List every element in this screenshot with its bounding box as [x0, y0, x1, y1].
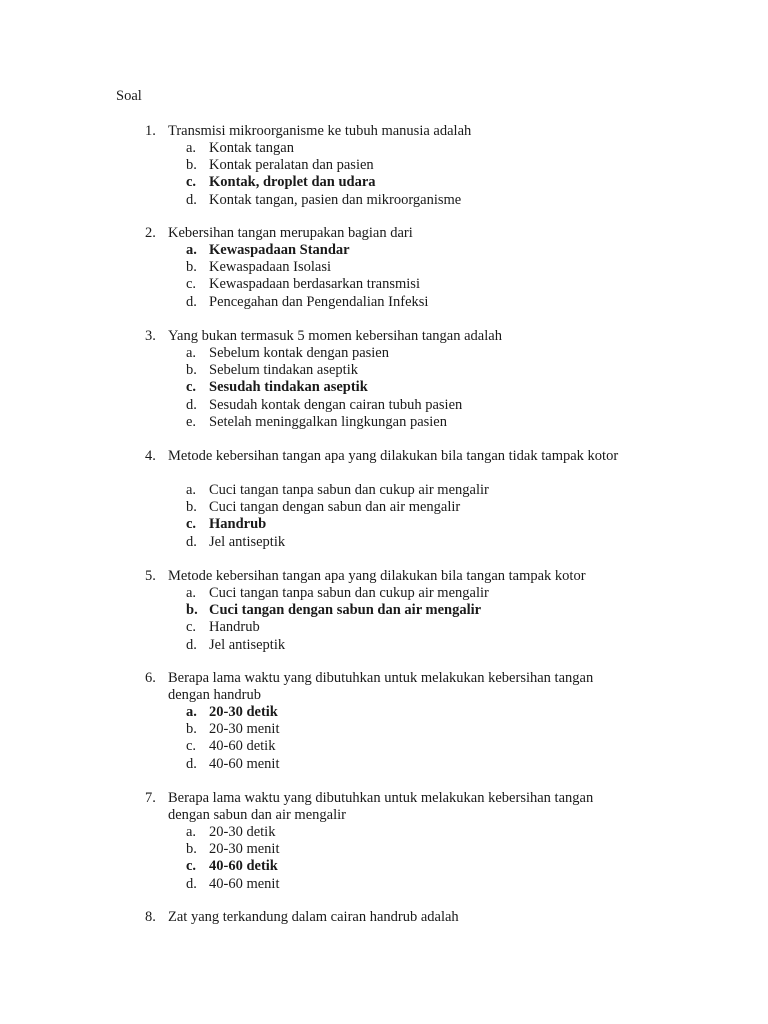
option-text: Pencegahan dan Pengendalian Infeksi: [209, 293, 429, 310]
option-letter: a.: [186, 140, 197, 156]
option-text: Cuci tangan dengan sabun dan air mengalir: [209, 602, 482, 619]
option-letter: d.: [186, 755, 197, 772]
option-letter: a.: [186, 482, 197, 498]
option-letter: d.: [186, 396, 197, 413]
option-letter: b.: [186, 362, 197, 379]
option-b: [0, 841, 768, 858]
option-letter: a.: [186, 242, 197, 258]
question-number: 2.: [145, 225, 156, 241]
option-text: Kontak tangan, pasien dan mikroorganisme: [209, 191, 462, 208]
document-title: Soal: [116, 88, 142, 104]
option-c: [0, 738, 768, 755]
question-text: Metode kebersihan tangan apa yang dilakukan bila tangan tampak kotor: [168, 568, 586, 584]
question-text: Kebersihan tangan merupakan bagian dari: [168, 225, 413, 241]
question-number: 1.: [145, 123, 156, 139]
question-text: Berapa lama waktu yang dibutuhkan untuk melakukan kebersihan tangan dengan sabun dan air mengalir: [168, 790, 594, 823]
option-c-correct: [0, 379, 768, 396]
option-letter: c.: [186, 738, 197, 755]
option-a-correct: [0, 704, 768, 721]
option-a: [0, 585, 768, 602]
question-number: 5.: [145, 568, 156, 584]
option-c: [0, 276, 768, 293]
option-text: Cuci tangan tanpa sabun dan cukup air mengalir: [209, 482, 489, 498]
option-a-correct: [0, 242, 768, 259]
option-d: [0, 534, 768, 551]
option-letter: d.: [186, 875, 197, 892]
option-letter: c.: [186, 379, 197, 396]
option-list: [0, 704, 768, 773]
option-letter: a.: [186, 585, 197, 601]
option-text: Kontak tangan: [209, 140, 294, 156]
option-text: Cuci tangan tanpa sabun dan cukup air mengalir: [209, 585, 489, 601]
option-text: Setelah meninggalkan lingkungan pasien: [209, 413, 447, 430]
option-letter: b.: [186, 259, 197, 276]
option-list: [0, 482, 768, 551]
option-text: Sebelum tindakan aseptik: [209, 362, 358, 379]
option-c-correct: [0, 174, 768, 191]
question-text: Berapa lama waktu yang dibutuhkan untuk melakukan kebersihan tangan dengan handrub: [168, 670, 594, 703]
option-letter: c.: [186, 174, 197, 191]
option-text: Kewaspadaan Standar: [209, 242, 350, 258]
option-text: Handrub: [209, 516, 267, 533]
question-number: 7.: [145, 790, 156, 806]
option-text: Sebelum kontak dengan pasien: [209, 345, 389, 361]
option-d: [0, 637, 768, 654]
option-a: [0, 345, 768, 362]
option-list: [0, 140, 768, 209]
option-c: [0, 619, 768, 636]
option-letter: d.: [186, 533, 197, 550]
question-number: 8.: [145, 909, 156, 925]
option-list: [0, 345, 768, 431]
option-text: 40-60 menit: [209, 875, 280, 892]
option-b: [0, 499, 768, 516]
option-letter: c.: [186, 276, 197, 293]
option-letter: e.: [186, 413, 197, 430]
option-list: [0, 824, 768, 893]
option-text: Jel antiseptik: [209, 636, 286, 653]
option-d: [0, 192, 768, 209]
option-e: [0, 414, 768, 431]
option-letter: c.: [186, 516, 197, 533]
option-b: [0, 259, 768, 276]
option-text: Sesudah tindakan aseptik: [209, 379, 368, 396]
option-b: [0, 157, 768, 174]
option-letter: b.: [186, 157, 197, 174]
option-letter: b.: [186, 721, 197, 738]
option-d: [0, 876, 768, 893]
option-c-correct: [0, 858, 768, 875]
option-text: 40-60 detik: [209, 858, 278, 875]
option-a: [0, 824, 768, 841]
option-c-correct: [0, 516, 768, 533]
option-text: 20-30 detik: [209, 824, 276, 840]
option-letter: d.: [186, 293, 197, 310]
option-text: Kontak, droplet dan udara: [209, 174, 376, 191]
option-text: 20-30 menit: [209, 841, 280, 858]
option-letter: a.: [186, 704, 197, 720]
option-d: [0, 294, 768, 311]
question-text: Transmisi mikroorganisme ke tubuh manusia adalah: [168, 123, 472, 139]
option-letter: a.: [186, 824, 197, 840]
option-letter: a.: [186, 345, 197, 361]
option-text: 20-30 menit: [209, 721, 280, 738]
option-letter: b.: [186, 602, 198, 619]
option-letter: d.: [186, 636, 197, 653]
option-list: [0, 585, 768, 654]
option-text: Kewaspadaan Isolasi: [209, 259, 331, 276]
question-number: 4.: [145, 448, 156, 464]
question-text: Yang bukan termasuk 5 momen kebersihan tangan adalah: [168, 328, 502, 344]
option-text: 20-30 detik: [209, 704, 278, 720]
option-b-correct: [0, 602, 768, 619]
question-text: Zat yang terkandung dalam cairan handrub adalah: [168, 909, 459, 925]
option-text: Cuci tangan dengan sabun dan air mengalir: [209, 499, 461, 516]
option-text: 40-60 detik: [209, 738, 276, 755]
option-text: Kewaspadaan berdasarkan transmisi: [209, 276, 420, 293]
option-letter: d.: [186, 191, 197, 208]
option-b: [0, 362, 768, 379]
option-text: Sesudah kontak dengan cairan tubuh pasien: [209, 396, 463, 413]
option-text: Kontak peralatan dan pasien: [209, 157, 374, 174]
question-number: 6.: [145, 670, 156, 686]
option-a: [0, 482, 768, 499]
option-letter: c.: [186, 619, 197, 636]
option-b: [0, 721, 768, 738]
option-letter: c.: [186, 858, 197, 875]
option-text: 40-60 menit: [209, 755, 280, 772]
option-text: Handrub: [209, 619, 260, 636]
option-letter: b.: [186, 499, 197, 516]
option-text: Jel antiseptik: [209, 533, 286, 550]
question-number: 3.: [145, 328, 156, 344]
option-list: [0, 242, 768, 311]
question-text: Metode kebersihan tangan apa yang dilakukan bila tangan tidak tampak kotor: [168, 448, 619, 464]
option-a: [0, 140, 768, 157]
option-letter: b.: [186, 841, 197, 858]
option-d: [0, 397, 768, 414]
option-d: [0, 756, 768, 773]
